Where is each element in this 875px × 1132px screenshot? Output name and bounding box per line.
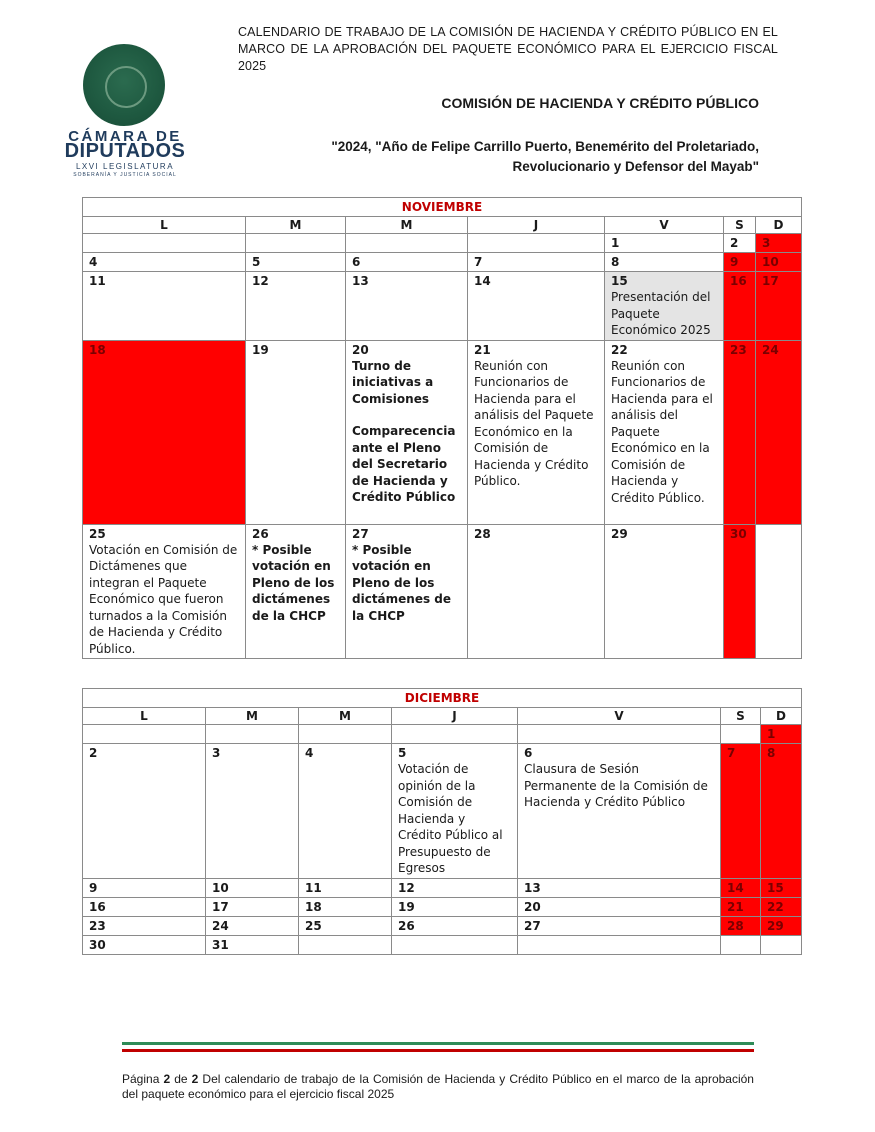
weekday-header: V — [518, 708, 721, 725]
day-number: 13 — [352, 274, 369, 288]
page-footer — [122, 1072, 754, 1102]
weekday-header: M — [299, 708, 392, 725]
day-cell — [246, 272, 346, 341]
day-number: 2 — [89, 746, 98, 760]
day-cell — [83, 253, 246, 272]
day-number: 20 — [352, 342, 369, 357]
day-cell — [346, 234, 468, 253]
day-number: 1 — [611, 236, 620, 250]
day-number: 24 — [212, 919, 229, 933]
day-cell — [761, 936, 802, 955]
calendar-diciembre — [82, 688, 802, 955]
event-text: * Posible votación en Pleno de los dictámenes de la CHCP — [352, 542, 452, 623]
day-cell — [346, 253, 468, 272]
day-number: 11 — [305, 881, 322, 895]
weekday-header: S — [724, 217, 756, 234]
event-text: * Posible votación en Pleno de los dictámenes de la CHCP — [252, 542, 335, 623]
day-cell — [392, 917, 518, 936]
day-cell — [299, 744, 392, 879]
day-number: 26 — [398, 919, 415, 933]
day-number: 21 — [727, 900, 744, 914]
day-cell — [299, 898, 392, 917]
day-number: 3 — [762, 236, 771, 250]
day-cell — [605, 234, 724, 253]
day-cell — [83, 744, 206, 879]
day-cell-weekend — [724, 272, 756, 341]
day-number: 2 — [730, 236, 739, 250]
flag-red-line — [122, 1049, 754, 1052]
day-cell — [468, 253, 605, 272]
day-cell — [83, 272, 246, 341]
day-cell — [392, 898, 518, 917]
day-number: 20 — [524, 900, 541, 914]
day-cell — [246, 340, 346, 524]
day-number: 24 — [762, 342, 779, 357]
day-cell — [246, 524, 346, 659]
day-number: 5 — [398, 746, 407, 760]
day-number: 19 — [398, 900, 415, 914]
day-cell — [518, 744, 721, 879]
day-cell — [83, 879, 206, 898]
event-text: Reunión con Funcionarios de Hacienda para el análisis del Paquete Económico en la Comisión de Hacienda y Crédito Público. — [611, 358, 713, 505]
day-number: 17 — [212, 900, 229, 914]
footer-page-label: Página — [122, 1072, 160, 1086]
day-cell — [724, 234, 756, 253]
weekday-header: M — [346, 217, 468, 234]
event-text: Comparecencia ante el Pleno del Secretario de Hacienda y Crédito Público — [352, 424, 456, 504]
day-number: 7 — [474, 255, 483, 269]
day-cell-weekend — [721, 879, 761, 898]
event-text: Votación en Comisión de Dictámenes que integran el Paquete Económico que fueron turnados a la Comisión de Hacienda y Crédito Público. — [89, 542, 238, 656]
day-cell — [83, 917, 206, 936]
day-cell-weekend — [761, 879, 802, 898]
day-number: 1 — [767, 727, 776, 741]
day-cell-weekend — [761, 917, 802, 936]
day-cell-weekend — [724, 524, 756, 659]
day-cell-highlighted — [605, 272, 724, 341]
day-cell — [518, 898, 721, 917]
day-cell — [518, 725, 721, 744]
footer-page-total: 2 — [191, 1072, 199, 1086]
day-cell — [83, 725, 206, 744]
day-number: 6 — [352, 255, 361, 269]
day-number: 9 — [730, 255, 739, 269]
day-cell-weekend — [756, 272, 802, 341]
day-number: 6 — [524, 746, 533, 760]
day-cell — [392, 879, 518, 898]
day-number: 21 — [474, 342, 491, 357]
weekday-header: J — [392, 708, 518, 725]
day-cell — [518, 936, 721, 955]
day-cell — [299, 936, 392, 955]
day-cell — [299, 917, 392, 936]
day-number: 16 — [89, 900, 106, 914]
day-cell-weekend — [756, 340, 802, 524]
day-number: 7 — [727, 746, 736, 760]
day-number: 4 — [89, 255, 98, 269]
day-cell — [83, 234, 246, 253]
day-number: 9 — [89, 881, 98, 895]
day-cell — [346, 272, 468, 341]
day-number: 18 — [305, 900, 322, 914]
day-cell — [83, 524, 246, 659]
day-number: 27 — [352, 526, 369, 541]
day-cell — [346, 340, 468, 524]
weekday-header: V — [605, 217, 724, 234]
day-number: 14 — [474, 274, 491, 288]
day-cell-weekend — [721, 744, 761, 879]
logo-text-motto: SOBERANÍA Y JUSTICIA SOCIAL — [73, 172, 177, 178]
day-number: 10 — [212, 881, 229, 895]
day-cell — [206, 744, 299, 879]
month-title: DICIEMBRE — [83, 689, 802, 708]
day-number: 26 — [252, 526, 269, 541]
day-number: 19 — [252, 342, 269, 357]
day-cell — [756, 524, 802, 659]
calendar-noviembre — [82, 197, 802, 659]
day-cell — [392, 725, 518, 744]
day-cell — [206, 898, 299, 917]
event-text: Presentación del Paquete Económico 2025 — [611, 290, 711, 337]
day-cell-weekend — [761, 898, 802, 917]
day-cell — [299, 725, 392, 744]
day-number: 31 — [212, 938, 229, 952]
month-title: NOVIEMBRE — [83, 198, 802, 217]
day-number: 12 — [252, 274, 269, 288]
event-text: Turno de iniciativas a Comisiones — [352, 358, 434, 406]
weekday-header: M — [206, 708, 299, 725]
day-cell-weekend — [761, 725, 802, 744]
day-number: 17 — [762, 274, 779, 288]
day-cell — [605, 340, 724, 524]
day-cell — [206, 917, 299, 936]
day-cell — [206, 725, 299, 744]
day-cell-weekend — [721, 917, 761, 936]
day-number: 18 — [89, 342, 106, 357]
day-number: 15 — [611, 274, 628, 288]
event-text: Clausura de Sesión Permanente de la Comisión de Hacienda y Crédito Público — [524, 762, 708, 809]
day-cell-weekend — [761, 744, 802, 879]
day-cell — [518, 879, 721, 898]
day-number: 4 — [305, 746, 314, 760]
day-number: 10 — [762, 255, 779, 269]
weekday-header: L — [83, 708, 206, 725]
day-cell — [721, 936, 761, 955]
day-cell — [83, 936, 206, 955]
day-number: 29 — [767, 919, 784, 933]
day-number: 15 — [767, 881, 784, 895]
day-cell — [518, 917, 721, 936]
day-cell — [299, 879, 392, 898]
year-motto: "2024, "Año de Felipe Carrillo Puerto, Benemérito del Proletariado, Revolucionario y Defensor del Mayab" — [331, 139, 759, 174]
day-number: 16 — [730, 274, 747, 288]
day-cell — [721, 725, 761, 744]
day-number: 22 — [611, 342, 628, 357]
day-number: 13 — [524, 881, 541, 895]
day-cell — [468, 272, 605, 341]
logo-text-camara: CÁMARA DE — [68, 128, 182, 145]
day-number: 23 — [730, 342, 747, 357]
day-number: 12 — [398, 881, 415, 895]
logo-text-diputados: DIPUTADOS — [64, 140, 186, 162]
weekday-header: J — [468, 217, 605, 234]
camara-de-diputados-logo — [58, 42, 198, 178]
day-number: 22 — [767, 900, 784, 914]
day-cell — [605, 253, 724, 272]
day-cell-weekend — [721, 898, 761, 917]
event-text: Votación de opinión de la Comisión de Hacienda y Crédito Público al Presupuesto de Egresos — [398, 762, 503, 875]
national-seal-icon — [83, 44, 165, 126]
day-cell — [468, 524, 605, 659]
day-cell-holiday — [83, 340, 246, 524]
day-number: 30 — [89, 938, 106, 952]
flag-green-line — [122, 1042, 754, 1045]
day-cell — [468, 234, 605, 253]
weekday-header: D — [761, 708, 802, 725]
logo-text-legislatura: LXVI LEGISLATURA — [75, 162, 175, 171]
day-number: 27 — [524, 919, 541, 933]
weekday-header: D — [756, 217, 802, 234]
day-cell — [392, 744, 518, 879]
day-cell-weekend — [756, 253, 802, 272]
day-number: 29 — [611, 526, 628, 541]
day-cell-weekend — [724, 340, 756, 524]
weekday-header: S — [721, 708, 761, 725]
footer-description: Del calendario de trabajo de la Comisión de Hacienda y Crédito Público en el marco de la aprobación del paquete económico para el ejercicio fiscal 2025 — [122, 1072, 754, 1101]
day-number: 5 — [252, 255, 261, 269]
day-number: 28 — [727, 919, 744, 933]
day-number: 3 — [212, 746, 221, 760]
day-number: 25 — [89, 526, 106, 541]
day-cell — [246, 234, 346, 253]
day-cell-weekend — [724, 253, 756, 272]
footer-page-number: 2 — [163, 1072, 171, 1086]
day-number: 23 — [89, 919, 106, 933]
day-number: 28 — [474, 526, 491, 541]
day-number: 8 — [767, 746, 776, 760]
day-number: 25 — [305, 919, 322, 933]
flag-white-line — [122, 1046, 754, 1048]
day-cell — [346, 524, 468, 659]
day-cell-weekend — [756, 234, 802, 253]
day-number: 14 — [727, 881, 744, 895]
document-title: CALENDARIO DE TRABAJO DE LA COMISIÓN DE HACIENDA Y CRÉDITO PÚBLICO EN EL MARCO DE LA APROBACIÓN DEL PAQUETE ECONÓMICO PARA EL EJERCICIO FISCAL 2025 — [238, 25, 778, 73]
weekday-header: M — [246, 217, 346, 234]
day-number: 11 — [89, 274, 106, 288]
day-cell — [83, 898, 206, 917]
footer-flag-rule — [122, 1042, 754, 1053]
day-number: 30 — [730, 526, 747, 541]
day-cell — [468, 340, 605, 524]
commission-name: COMISIÓN DE HACIENDA Y CRÉDITO PÚBLICO — [441, 95, 759, 111]
day-cell — [246, 253, 346, 272]
footer-of-label: de — [174, 1072, 188, 1086]
day-number: 8 — [611, 255, 620, 269]
day-cell — [206, 936, 299, 955]
event-text: Reunión con Funcionarios de Hacienda para el análisis del Paquete Económico en la Comisión de Hacienda y Crédito Público. — [474, 358, 594, 488]
weekday-header: L — [83, 217, 246, 234]
day-cell — [605, 524, 724, 659]
day-cell — [392, 936, 518, 955]
day-cell — [206, 879, 299, 898]
